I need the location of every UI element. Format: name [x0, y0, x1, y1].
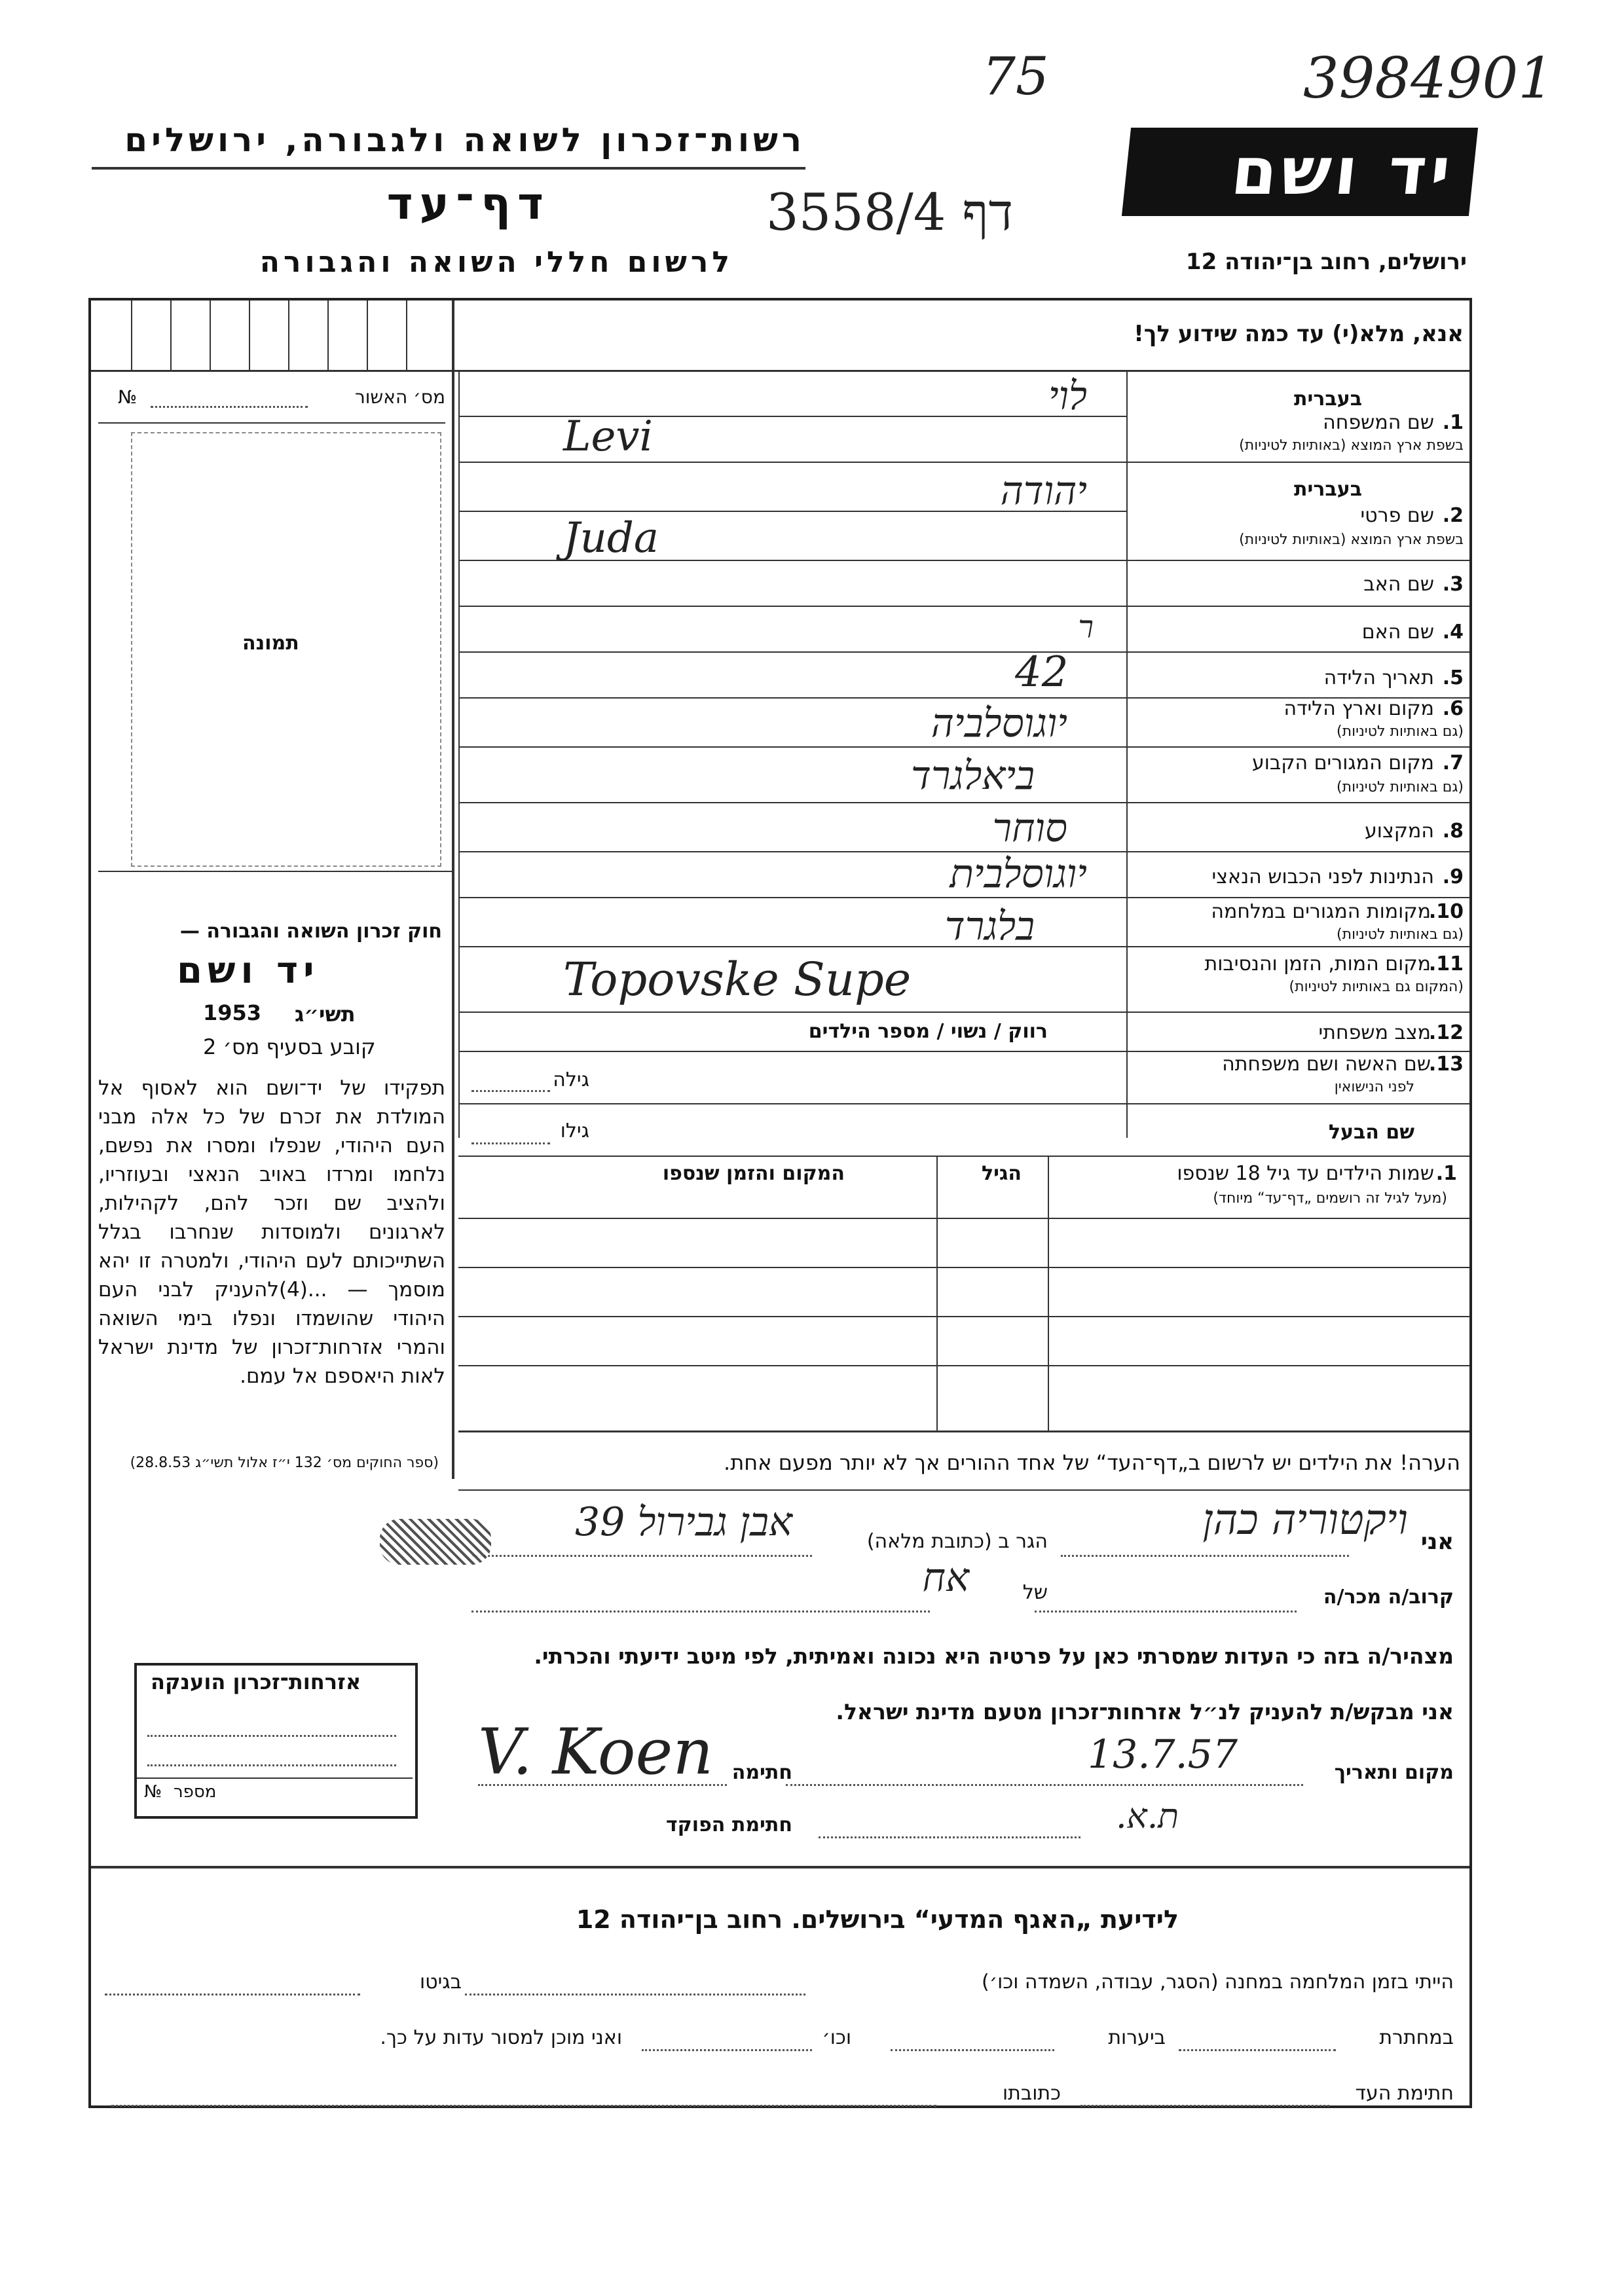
field-9-num: 9. [1442, 866, 1464, 888]
field-8-num: 8. [1442, 820, 1464, 843]
law-title: חוק זכרון השואה והגבורה — [179, 920, 442, 943]
field-13-age-label: גילה [553, 1068, 589, 1091]
signature-label: חתימה [731, 1761, 792, 1784]
photo-label: תמונה [242, 632, 299, 655]
field-6-num: 6. [1442, 697, 1464, 720]
husband-label: שם הבעל [1328, 1121, 1414, 1144]
form-title: דף־עד [386, 178, 550, 230]
field-6-value: יוגוסלביה [931, 701, 1067, 746]
corner-mark: 75 [982, 46, 1049, 107]
field-7-sub: (גם באותיות לטיניות) [1337, 779, 1464, 795]
field-12-value: רווק / נשוי / מספר הילדים [808, 1020, 1048, 1043]
field-2-heb-value: יהודה [1000, 468, 1087, 514]
field-8-label: המקצוע [1364, 820, 1434, 843]
note: הערה! את הילדים יש לרשום ב„דף־העד“ של אחד ההורים אך לא יותר מפעם אחת. [724, 1450, 1460, 1475]
field-2-lang: בעברית [1294, 478, 1362, 501]
field-11-label: מקום המות, הזמן והנסיבות [1204, 953, 1431, 975]
law-year: 1953 [203, 1000, 262, 1025]
field-1-num: 1. [1442, 411, 1464, 434]
field-8-value: סוחר [992, 805, 1067, 851]
bottom-line3-a: חתימת העד [1355, 2082, 1454, 2105]
archive-number: 3984901 [1303, 46, 1555, 111]
children-col-place: המקום והזמן שנספו [662, 1162, 845, 1185]
field-1-heb-value: לוי [1048, 373, 1087, 419]
field-11-sub: (המקום גם באותיות לטיניות) [1289, 979, 1464, 995]
scribble-mark [380, 1519, 491, 1565]
husband-age-label: גילו [560, 1120, 589, 1142]
field-11-value: Topovske Supe [563, 953, 912, 1006]
request: אני מבקש/ת להעניק לנ״ל אזרחות־זכרון מטעם מדינת ישראל. [836, 1699, 1454, 1724]
field-1-lang: בעברית [1294, 388, 1362, 410]
page-number: 3558/4 דף [766, 183, 1014, 242]
field-7-value: ביאלגרד [911, 753, 1035, 799]
field-9-value: יוגוסלבית [950, 851, 1087, 897]
relation-value: אח [922, 1555, 969, 1601]
bottom-line2-b: ביערות [1108, 2026, 1166, 2049]
witness-residing-label: הגר ב (כתובת מלאה) [866, 1530, 1048, 1553]
field-1-latin-value: Levi [563, 412, 653, 461]
citizenship-no-mark: № [144, 1782, 162, 1802]
bottom-line3-b: כתובתו [1003, 2082, 1061, 2105]
field-5-value: 42 [1015, 648, 1069, 697]
address: ירושלים, רחוב בן־יהודה 12 [1185, 249, 1467, 275]
declaration: מצהיר/ה בזה כי העדות שמסרתי כאן על פרטיה היא נכונה ואמיתית, לפי מיטב ידיעתי והכרתי. [534, 1643, 1454, 1669]
children-title: שמות הילדים עד גיל 18 שנספו [1177, 1162, 1434, 1185]
citizenship-title: אזרחות־זכרון הוענקה [151, 1669, 361, 1694]
field-2-latin-value: Juda [563, 514, 659, 562]
clerk-label: חתימת הפוקד [666, 1813, 792, 1836]
law-text: תפקידו של יד־ושם הוא לאסוף אל המולדת את זכרם של כל אלה מבני העם היהודי, שנפלו ומסרו את נפשם, נלחמו ומרדו באויב הנאצי ובעוזריו, ולהציב שם וזכר להם, לקהילות, לארגונים ולמוסדות שנחרבו בגלל השתייכותם לעם היהודי, ולמטרה זו יהא מוסמך — ...(4)להעניק לבני העם היהודי שהושמדו ונפלו בימי השואה והמרי אזרחות־זכרון של מדינת ישראל לאות היאספם אל עמם. [98, 1076, 445, 1388]
field-9-label: הנתינות לפני הכבוש הנאצי [1211, 866, 1434, 888]
field-12-label: מצב משפחתי [1318, 1021, 1431, 1044]
citizenship-number-label: מספר [174, 1782, 217, 1802]
field-5-num: 5. [1442, 666, 1464, 689]
children-subtitle: (מעל לגיל זה רושמים „דף־עד“ מיוחד) [1213, 1190, 1447, 1207]
law-clause: קובע בסעיף מס׳ 2 [203, 1034, 376, 1059]
field-4-value: ר [1078, 609, 1094, 646]
field-1-sub: בשפת ארץ המוצא (באותיות לטיניות) [1239, 437, 1464, 454]
approval-no-label: מס׳ האשור [354, 386, 445, 408]
field-6-sub: (גם באותיות לטיניות) [1337, 723, 1464, 740]
children-col-age: הגיל [982, 1162, 1022, 1185]
bottom-line1-a: הייתי בזמן המלחמה במחנה (הסגר, עבודה, השמדה וכו׳) [981, 1971, 1454, 1994]
clerk-initials: ת.א. [1116, 1797, 1179, 1836]
bottom-line2-c: וכו׳ [822, 2026, 851, 2049]
authority-line: רשות־זכרון לשואה ולגבורה, ירושלים [124, 121, 805, 159]
field-7-num: 7. [1442, 752, 1464, 774]
field-2-num: 2. [1442, 504, 1464, 527]
field-11-num: 11. [1428, 953, 1464, 975]
field-13-num: 13. [1428, 1053, 1464, 1076]
field-6-label: מקום וארץ הלידה [1283, 697, 1434, 720]
field-4-label: שם האם [1361, 621, 1434, 644]
field-10-value: בלגרד [944, 903, 1035, 949]
field-10-label: מקומות המגורים במלחמה [1211, 900, 1431, 923]
yad-vashem-logo [1122, 128, 1478, 216]
field-2-sub: בשפת ארץ המוצא (באותיות לטיניות) [1239, 532, 1464, 548]
field-7-label: מקום המגורים הקבוע [1251, 752, 1434, 774]
form-subtitle: לרשום חללי השואה והגבורה [259, 246, 733, 279]
field-4-num: 4. [1442, 621, 1464, 644]
logo-text: יד ושם [1228, 133, 1458, 210]
relation-label: קרוב/ה מכר/ה [1323, 1586, 1454, 1609]
witness-i-label: אני [1420, 1529, 1454, 1555]
field-3-num: 3. [1442, 573, 1464, 596]
law-year-heb: תשי״ג [295, 1002, 356, 1027]
bottom-line2-d: ואני מוכן למסור עדות על כך. [380, 2026, 622, 2049]
children-num: 1. [1435, 1162, 1457, 1185]
field-12-num: 12. [1428, 1021, 1464, 1044]
field-2-label: שם פרטי [1360, 504, 1434, 527]
field-3-label: שם האב [1363, 573, 1434, 596]
instruction: אנא, מלא(י) עד כמה שידוע לך! [1134, 321, 1464, 347]
law-reference: (ספר החוקים מס׳ 132 י״ז אלול תשי״ג 28.8.53) [130, 1455, 439, 1471]
bottom-line1-b: בגיטו [419, 1971, 462, 1994]
place-date-label: מקום ותאריך [1334, 1761, 1454, 1784]
witness-name: ויקטוריה כהן [1202, 1496, 1408, 1544]
field-1-label: שם המשפחה [1323, 411, 1434, 434]
field-13-sub: לפני הנישואין [1334, 1079, 1414, 1095]
date-value: 13.7.57 [1087, 1732, 1238, 1777]
field-10-sub: (גם באותיות לטיניות) [1337, 926, 1464, 943]
field-10-num: 10. [1428, 900, 1464, 923]
field-13-label: שם האשה ושם משפחתה [1222, 1053, 1431, 1076]
bottom-title: לידיעת „האגף המדעי“ בירושלים. רחוב בן־יהודה 12 [576, 1905, 1179, 1934]
signature-value: V. Koen [478, 1715, 714, 1789]
bottom-line2-a: במחתרת [1379, 2026, 1454, 2049]
of-label: של [1022, 1581, 1048, 1604]
approval-no-mark: № [118, 386, 138, 408]
witness-address: אבן גבירול 39 [574, 1499, 792, 1545]
field-5-label: תאריך הלידה [1323, 666, 1434, 689]
law-name: יד ושם [177, 949, 320, 992]
